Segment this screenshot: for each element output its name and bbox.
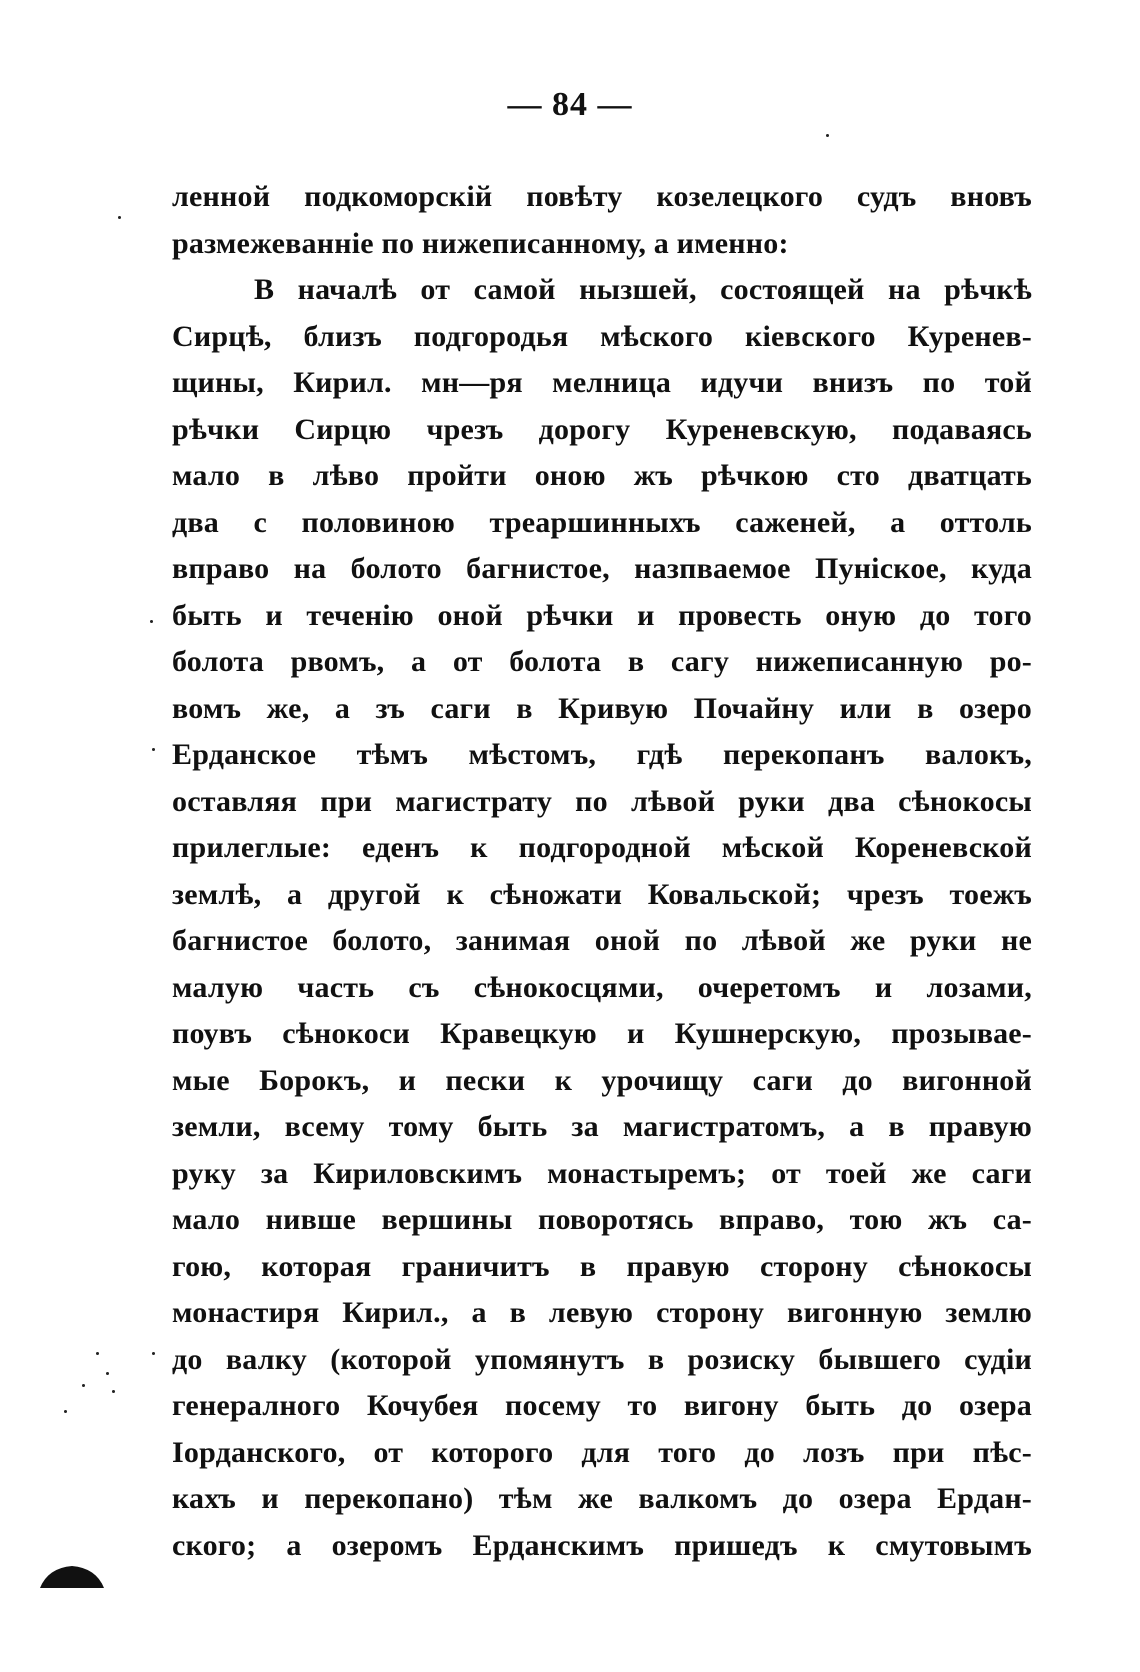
text-line: вправо на болото багнистое, назпваемое Пунiское, куда (172, 552, 1032, 585)
text-line: мало в лѣво пройти оною жъ рѣчкою сто дватцать (172, 459, 1032, 492)
text-line: малую часть съ сѣнокосцями, очеретомъ и лозами, (172, 970, 1032, 1004)
page-number: — 84 — (507, 86, 633, 123)
text-line: кахъ и перекопано) тѣм же валкомъ до озера Ердан- (172, 1482, 1032, 1515)
text-line: вомъ же, а зъ саги в Кривую Почайну или в озеро (172, 691, 1032, 725)
text-line: поувъ сѣнокоси Кравецкую и Кушнерскую, прозывае- (172, 1017, 1032, 1050)
text-line: Сирцѣ, близъ подгородья мѣского кіевскoго Куренев- (172, 319, 1032, 353)
text-line: Іорданского, от которого для того до лозъ при пѣс- (172, 1435, 1032, 1469)
scan-speck (106, 1372, 109, 1375)
text-line: монастиря Кирил., а в левую сторону вигонную землю (172, 1296, 1032, 1329)
scan-speck (150, 620, 153, 623)
text-line: мало нивше вершины поворотясь вправо, тою жъ са- (172, 1203, 1032, 1236)
text-line: рѣчки Сирцю чрезъ дорогу Куреневскую, подаваясь (172, 412, 1032, 446)
ink-blot (38, 1562, 106, 1590)
scan-speck (152, 1352, 155, 1355)
scan-speck (64, 1410, 67, 1413)
text-line: ского; а озеромъ Ерданскимъ пришедъ к смутовымъ (172, 1528, 1032, 1562)
text-line: прилеглые: еденъ к подгородной мѣской Кореневской (172, 831, 1032, 864)
scan-speck (826, 134, 829, 137)
text-line: быть и теченію оной рѣчки и провесть оную до того (172, 598, 1032, 632)
text-line: руку за Кириловскимъ монастыремъ; от тоей же саги (172, 1156, 1032, 1190)
body-text (172, 174, 1032, 1569)
text-line: мые Борокъ, и пески к урочищу саги до вигонной (172, 1063, 1032, 1097)
text-line: ленной подкоморскій повѣту козелецкого судъ вновъ (172, 180, 1032, 213)
text-line: болота рвомъ, а от болота в сагу нижеписанную ро- (172, 645, 1032, 678)
text-line: два с половиною треаршинныхъ саженей, а оттоль (172, 505, 1032, 539)
text-line: генералного Кочубея посему то вигону быть до озера (172, 1389, 1032, 1422)
text-line: Ерданское тѣмъ мѣстомъ, гдѣ перекопанъ валокъ, (172, 738, 1032, 771)
text-line: багнистое болото, занимая оной по лѣвой же руки не (172, 924, 1032, 957)
text-line: размежеванніе по нижеписанному, а именно: (172, 226, 789, 260)
text-line: В началѣ от самой нызшей, состоящей на рѣчкѣ (254, 273, 1032, 306)
text-line: гою, которая граничитъ в правую сторону сѣнокосы (172, 1249, 1032, 1283)
text-line: землѣ, а другой к сѣножати Ковальской; чрезъ тоежъ (172, 877, 1032, 911)
scan-speck (152, 748, 155, 751)
text-line: до валку (которой упомянутъ в розиску бывшего судіи (172, 1342, 1032, 1376)
text-line: земли, всему тому быть за магистратомъ, а в правую (172, 1110, 1032, 1143)
text-line: оставляя при магистрату по лѣвой руки два сѣнокосы (172, 784, 1032, 818)
scan-speck (118, 216, 121, 219)
scan-speck (96, 1352, 99, 1355)
text-line: щины, Кирил. мн—ря мелница идучи внизъ по той (172, 366, 1032, 399)
scan-speck (112, 1390, 115, 1393)
scan-speck (82, 1384, 85, 1387)
